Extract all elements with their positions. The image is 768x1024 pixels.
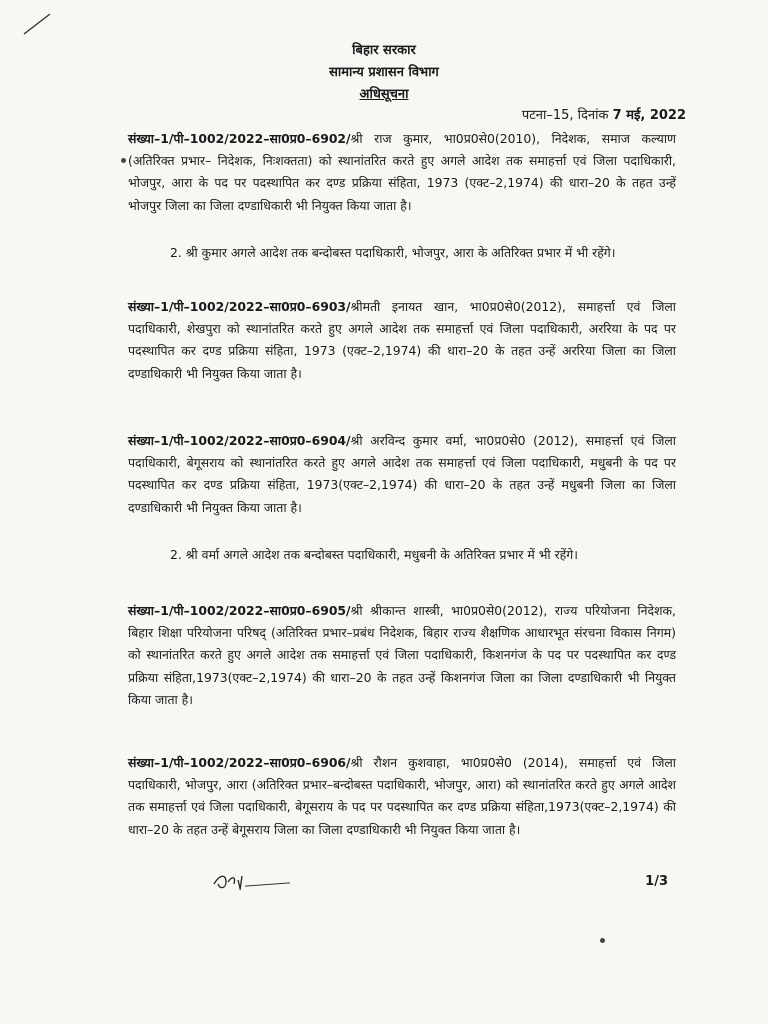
order-reference: संख्या–1/पी–1002/2022–सा0प्र0–6903/ <box>128 299 351 314</box>
order-text: 2. श्री कुमार अगले आदेश तक बन्दोबस्त पदाधिकारी, भोजपुर, आरा के अतिरिक्त प्रभार में भी रहेंगे। <box>170 245 616 260</box>
page-number: 1/3 <box>645 874 668 889</box>
order-text: श्रीमती इनायत खान, भा0प्र0से0(2012), समाहर्त्ता एवं जिला पदाधिकारी, शेखपुरा को स्थानांतरित करते हुए अगले आदेश तक समाहर्त्ता एवं जिला पदाधिकारी, अररिया के पद पर पदस्थापित कर दण्ड प्रक्रिया संहिता, 1973 (एक्ट–2,1974) की धारा–20 के तहत उन्हें अररिया जिला का जिला दण्डाधिकारी भी नियुक्त किया जाता है। <box>128 299 676 381</box>
notification-title: अधिसूचना <box>359 87 409 102</box>
order-reference: संख्या–1/पी–1002/2022–सा0प्र0–6905/ <box>128 603 351 618</box>
order-paragraph-6902 <box>128 128 676 217</box>
signature-text: ह०/ <box>212 870 214 871</box>
speck-mark <box>600 938 605 943</box>
pen-mark-icon <box>20 8 60 38</box>
order-text: श्री राज कुमार, भा0प्र0से0(2010), निदेशक, समाज कल्याण (अतिरिक्त प्रभार– निदेशक, निःशक्तता) को स्थानांतरित करते हुए अगले आदेश तक समाहर्त्ता एवं जिला पदाधिकारी, भोजपुर, आरा के पद पर पदस्थापित कर दण्ड प्रक्रिया संहिता, 1973 (एक्ट–2,1974) की धारा–20 के तहत उन्हें भोजपुर जिला का जिला दण्डाधिकारी भी नियुक्त किया जाता है। <box>128 131 676 213</box>
order-reference: संख्या–1/पी–1002/2022–सा0प्र0–6906/ <box>128 755 351 770</box>
order-subparagraph-1 <box>128 242 676 264</box>
dateline-place: पटना–15, दिनांक <box>521 108 609 123</box>
order-reference: संख्या–1/पी–1002/2022–सा0प्र0–6904/ <box>128 433 351 448</box>
order-text: श्री श्रीकान्त शास्त्री, भा0प्र0से0(2012), राज्य परियोजना निदेशक, बिहार शिक्षा परियोजना परिषद् (अतिरिक्त प्रभार–प्रबंध निदेशक, बिहार राज्य शैक्षणिक आधारभूत संरचना विकास निगम) को स्थानांतरित करते हुए अगले आदेश तक समाहर्त्ता एवं जिला पदाधिकारी, किशनगंज के पद पर पदस्थापित कर दण्ड प्रक्रिया संहिता,1973(एक्ट–2,1974) की धारा–20 के तहत उन्हें किशनगंज जिला का जिला दण्डाधिकारी भी नियुक्त किया जाता है। <box>128 603 676 707</box>
order-text: 2. श्री वर्मा अगले आदेश तक बन्दोबस्त पदाधिकारी, मधुबनी के अतिरिक्त प्रभार में भी रहेंगे। <box>170 547 578 562</box>
department-name: सामान्य प्रशासन विभाग <box>329 65 439 80</box>
order-reference: संख्या–1/पी–1002/2022–सा0प्र0–6902/ <box>128 131 351 146</box>
order-text: श्री अरविन्द कुमार वर्मा, भा0प्र0से0 (2012), समाहर्त्ता एवं जिला पदाधिकारी, बेगूसराय को स्थानांतरित करते हुए अगले आदेश तक समाहर्त्ता एवं जिला पदाधिकारी, मधुबनी के पद पर पदस्थापित कर दण्ड प्रक्रिया संहिता, 1973(एक्ट–2,1974) की धारा–20 के तहत उन्हें मधुबनी जिला का जिला दण्डाधिकारी भी नियुक्त किया जाता है। <box>128 433 676 515</box>
order-paragraph-6906 <box>128 752 676 841</box>
dateline-date: 7 मई, 2022 <box>612 108 686 123</box>
order-text: श्री रौशन कुशवाहा, भा0प्र0से0 (2014), समाहर्त्ता एवं जिला पदाधिकारी, भोजपुर, आरा (अतिरिक्त प्रभार–बन्दोबस्त पदाधिकारी, भोजपुर, आरा) को स्थानांतरित करते हुए अगले आदेश तक समाहर्त्ता एवं जिला पदाधिकारी, बेगूसराय के पद पर पदस्थापित कर दण्ड प्रक्रिया संहिता,1973(एक्ट–2,1974) की धारा–20 के तहत उन्हें बेगूसराय जिला का जिला दण्डाधिकारी भी नियुक्त किया जाता है। <box>128 755 676 837</box>
order-paragraph-6904 <box>128 430 676 519</box>
order-paragraph-6905 <box>128 600 676 711</box>
order-paragraph-6903 <box>128 296 676 385</box>
dateline <box>522 105 686 123</box>
speck-mark <box>121 158 126 163</box>
document-header <box>0 40 768 106</box>
order-subparagraph-2 <box>128 544 676 566</box>
government-name: बिहार सरकार <box>352 43 416 58</box>
